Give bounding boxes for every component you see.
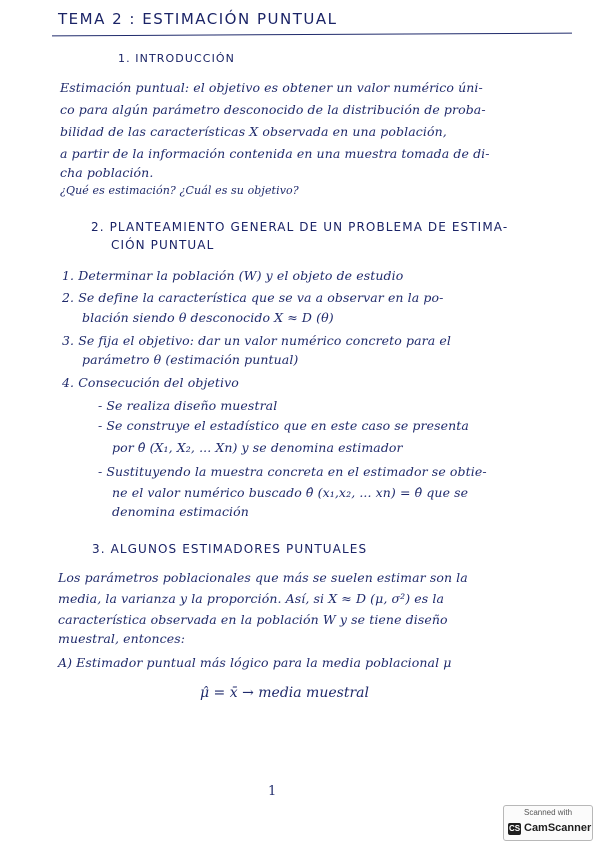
section-1-heading: 1. INTRODUCCIÓN — [118, 52, 235, 65]
section-2-heading-line-2: CIÓN PUNTUAL — [111, 238, 215, 252]
section-3-heading: 3. ALGUNOS ESTIMADORES PUNTUALES — [92, 542, 368, 556]
s1-line-1: Estimación puntual: el objetivo es obtener un valor numérico úni- — [60, 80, 483, 95]
page-title: TEMA 2 : ESTIMACIÓN PUNTUAL — [58, 10, 338, 28]
s3-line-4: muestral, entonces: — [58, 631, 186, 646]
s2-sub-2: - Se construye el estadístico que en este caso se presenta — [98, 418, 469, 433]
s1-line-4: a partir de la información contenida en una muestra tomada de di- — [60, 146, 490, 161]
s2-item-2-cont: blación siendo θ desconocido X ≈ D (θ) — [82, 310, 334, 325]
s2-sub-2-cont: por θ̂ (X₁, X₂, ... Xn) y se denomina estimador — [112, 440, 403, 455]
title-underline — [52, 33, 572, 37]
s2-item-2: 2. Se define la característica que se va a observar en la po- — [62, 290, 444, 305]
s1-line-3: bilidad de las características X observada en una población, — [60, 124, 447, 139]
s2-item-4: 4. Consecución del objetivo — [62, 375, 239, 390]
s2-sub-3-end: denomina estimación — [112, 504, 249, 519]
s1-line-5: cha población. — [60, 165, 154, 180]
section-2-heading-line-1: 2. PLANTEAMIENTO GENERAL DE UN PROBLEMA DE ESTIMA- — [91, 220, 509, 234]
s2-sub-3: - Sustituyendo la muestra concreta en el estimador se obtie- — [98, 464, 487, 479]
s3-line-1: Los parámetros poblacionales que más se suelen estimar son la — [58, 570, 468, 585]
s1-question: ¿Qué es estimación? ¿Cuál es su objetivo? — [60, 184, 299, 197]
s2-item-1: 1. Determinar la población (W) y el objeto de estudio — [62, 268, 404, 283]
page-number: 1 — [268, 784, 277, 799]
scanner-watermark — [503, 805, 593, 841]
scanner-caption: Scanned with — [523, 808, 573, 817]
sample-mean-formula: μ̂ = x̄ → media muestral — [200, 685, 369, 701]
s2-item-3-cont: parámetro θ (estimación puntual) — [82, 352, 299, 367]
s3-line-3: característica observada en la población W y se tiene diseño — [58, 612, 448, 627]
scanner-brand: CamScanner — [524, 822, 592, 834]
s3-line-2: media, la varianza y la proporción. Así, si X ≈ D (μ, σ²) es la — [58, 591, 445, 606]
s2-sub-3-cont: ne el valor numérico buscado θ̂ (x₁,x₂, ... xn) = θ̂ que se — [112, 485, 469, 500]
s2-item-3: 3. Se fija el objetivo: dar un valor numérico concreto para el — [62, 333, 451, 348]
camscanner-logo-icon: CS — [508, 824, 521, 833]
s3-line-5: A) Estimador puntual más lógico para la media poblacional μ — [58, 655, 452, 670]
s2-sub-1: - Se realiza diseño muestral — [98, 398, 278, 413]
s1-line-2: co para algún parámetro desconocido de la distribución de proba- — [60, 102, 486, 117]
